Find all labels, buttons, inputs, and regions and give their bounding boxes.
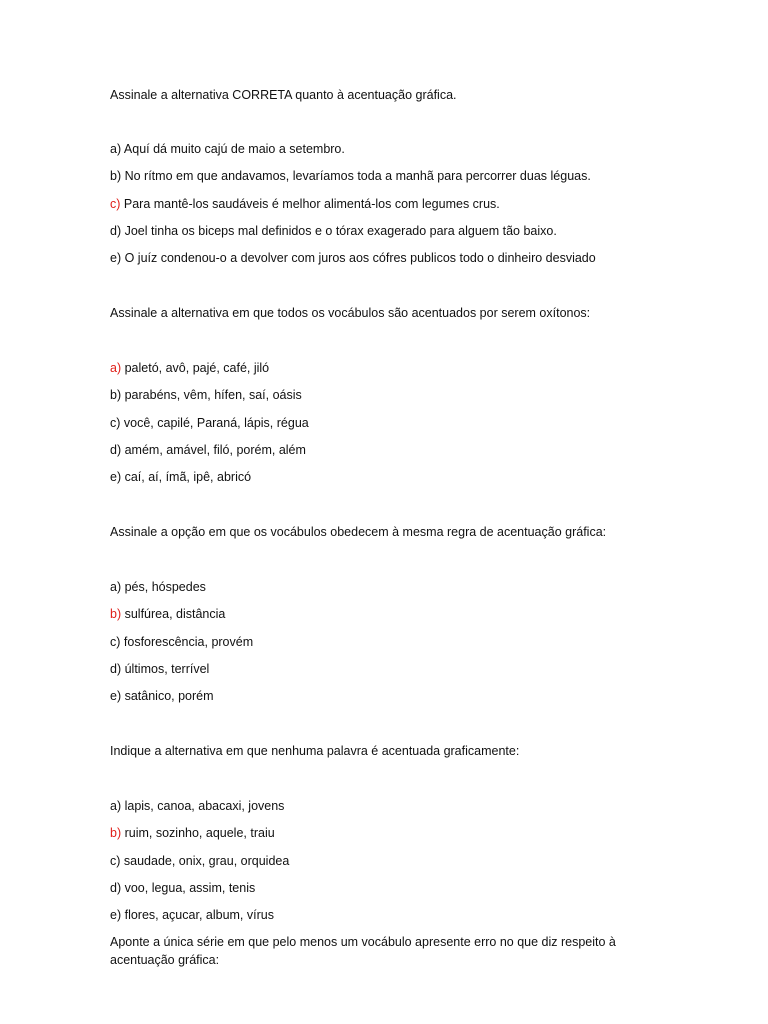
option-text: O juíz condenou-o a devolver com juros aos cófres publicos todo o dinheiro desviado	[121, 251, 596, 265]
option-letter: d)	[110, 881, 122, 895]
option-text: pés, hóspedes	[121, 580, 206, 594]
question-2-option-b	[110, 386, 302, 404]
option-letter-correct: b)	[110, 826, 122, 840]
option-text: últimos, terrível	[121, 662, 210, 676]
option-text: Joel tinha os biceps mal definidos e o tórax exagerado para alguem tão baixo.	[121, 224, 557, 238]
option-letter: e)	[110, 470, 122, 484]
option-text: parabéns, vêm, hífen, saí, oásis	[121, 388, 302, 402]
option-letter: c)	[110, 635, 121, 649]
option-letter: d)	[110, 443, 122, 457]
option-letter: a)	[110, 799, 122, 813]
question-4-option-d	[110, 879, 255, 897]
option-text: sulfúrea, distância	[121, 607, 226, 621]
question-4-option-b	[110, 824, 275, 842]
option-text: Para mantê-los saudáveis é melhor alimentá-los com legumes crus.	[120, 197, 500, 211]
question-2-option-e	[110, 468, 251, 486]
question-4-option-c	[110, 852, 289, 870]
question-2-option-d	[110, 441, 306, 459]
question-1-prompt: Assinale a alternativa CORRETA quanto à acentuação gráfica.	[110, 88, 457, 102]
question-1-option-a	[110, 140, 345, 158]
option-letter: a)	[110, 142, 122, 156]
option-text: flores, açucar, album, vírus	[121, 908, 274, 922]
option-letter-correct: c)	[110, 197, 121, 211]
question-3-option-e	[110, 687, 214, 705]
option-letter: b)	[110, 169, 122, 183]
option-letter: d)	[110, 662, 122, 676]
option-text: lapis, canoa, abacaxi, jovens	[121, 799, 285, 813]
question-3-option-a	[110, 578, 206, 596]
option-text: caí, aí, ímã, ipê, abricó	[121, 470, 252, 484]
question-2-option-c	[110, 414, 309, 432]
option-letter: e)	[110, 251, 122, 265]
question-4-prompt: Indique a alternativa em que nenhuma palavra é acentuada graficamente:	[110, 744, 520, 758]
question-4-option-e	[110, 906, 274, 924]
option-text: ruim, sozinho, aquele, traiu	[121, 826, 275, 840]
question-2-option-a	[110, 359, 269, 377]
option-letter: d)	[110, 224, 122, 238]
option-text: paletó, avô, pajé, café, jiló	[121, 361, 270, 375]
option-text: saudade, onix, grau, orquidea	[120, 854, 290, 868]
option-text: voo, legua, assim, tenis	[121, 881, 256, 895]
option-text: você, capilé, Paraná, lápis, régua	[120, 416, 309, 430]
question-3-prompt: Assinale a opção em que os vocábulos obedecem à mesma regra de acentuação gráfica:	[110, 525, 607, 539]
option-letter: e)	[110, 908, 122, 922]
option-letter-correct: b)	[110, 607, 122, 621]
option-letter: b)	[110, 388, 122, 402]
question-1-option-b	[110, 167, 591, 185]
question-3-option-d	[110, 660, 209, 678]
question-5-prompt: Aponte a única série em que pelo menos um vocábulo apresente erro no que diz respeito à acentuação gráfica:	[110, 935, 616, 967]
option-letter: e)	[110, 689, 122, 703]
question-1-option-d	[110, 222, 557, 240]
option-text: amém, amável, filó, porém, além	[121, 443, 306, 457]
question-2-prompt: Assinale a alternativa em que todos os vocábulos são acentuados por serem oxítonos:	[110, 306, 591, 320]
option-text: satânico, porém	[121, 689, 214, 703]
option-letter-correct: a)	[110, 361, 122, 375]
question-3-option-c	[110, 633, 253, 651]
option-letter: c)	[110, 854, 121, 868]
question-1-option-c	[110, 195, 500, 213]
question-4-option-a	[110, 797, 284, 815]
option-text: fosforescência, provém	[120, 635, 254, 649]
option-letter: c)	[110, 416, 121, 430]
option-text: No rítmo em que andavamos, levaríamos toda a manhã para percorrer duas léguas.	[121, 169, 591, 183]
option-text: Aquí dá muito cajú de maio a setembro.	[121, 142, 345, 156]
option-letter: a)	[110, 580, 122, 594]
question-3-option-b	[110, 605, 225, 623]
question-1-option-e	[110, 249, 596, 267]
